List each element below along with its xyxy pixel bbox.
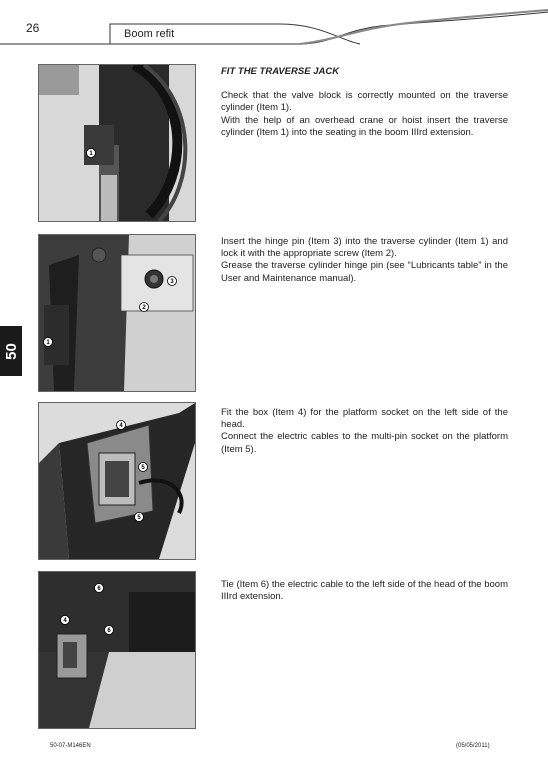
callout-6b: 6 xyxy=(107,628,111,634)
step-3-paragraph-2: Connect the electric cables to the multi-pin socket on the platform (Item 5). xyxy=(221,431,508,455)
callout-3: 3 xyxy=(170,279,174,285)
step-2-text xyxy=(221,236,508,285)
step-1-paragraph-1: Check that the valve block is correctly mounted on the traverse cylinder (Item 1). xyxy=(221,90,508,114)
step-3-text xyxy=(221,407,508,456)
step-1-title: FIT THE TRAVERSE JACK xyxy=(221,66,340,77)
section-title: Boom refit xyxy=(124,28,175,40)
footer-date: (05/05/2011) xyxy=(456,743,490,749)
footer-doc-code: 50-07-M146EN xyxy=(50,743,91,749)
callout-2: 2 xyxy=(142,305,146,311)
step-1-paragraph-2: With the help of an overhead crane or hoist insert the traverse cylinder (Item 1) into the seating in the boom IIIrd extension. xyxy=(221,114,508,138)
photo-cable-tie xyxy=(38,571,196,729)
photo-hinge-pin xyxy=(38,234,196,392)
chapter-tab xyxy=(0,326,22,376)
step-2-paragraph-2: Grease the traverse cylinder hinge pin (see “Lubricants table” in the User and Maintenance manual). xyxy=(221,260,508,284)
step-1-text xyxy=(221,66,508,139)
page-number: 26 xyxy=(26,21,40,35)
callout-1: 1 xyxy=(89,151,93,157)
callout-5b: 5 xyxy=(137,515,141,521)
callout-4: 4 xyxy=(119,423,123,429)
callout-5: 5 xyxy=(141,465,145,471)
photo-platform-socket-box xyxy=(38,402,196,560)
chapter-tab-label: 50 xyxy=(2,342,20,360)
step-2-paragraph-1: Insert the hinge pin (Item 3) into the traverse cylinder (Item 1) and lock it with the appropriate screw (Item 2). xyxy=(221,236,508,260)
step-4-text xyxy=(221,579,508,603)
callout-4b: 4 xyxy=(63,618,67,624)
header-decoration xyxy=(0,0,548,60)
step-4-paragraph-1: Tie (Item 6) the electric cable to the left side of the head of the boom IIIrd extension. xyxy=(221,579,508,603)
callout-6: 6 xyxy=(97,586,101,592)
photo-traverse-jack xyxy=(38,64,196,222)
callout-1b: 1 xyxy=(46,340,50,346)
step-3-paragraph-1: Fit the box (Item 4) for the platform socket on the left side of the head. xyxy=(221,407,508,431)
